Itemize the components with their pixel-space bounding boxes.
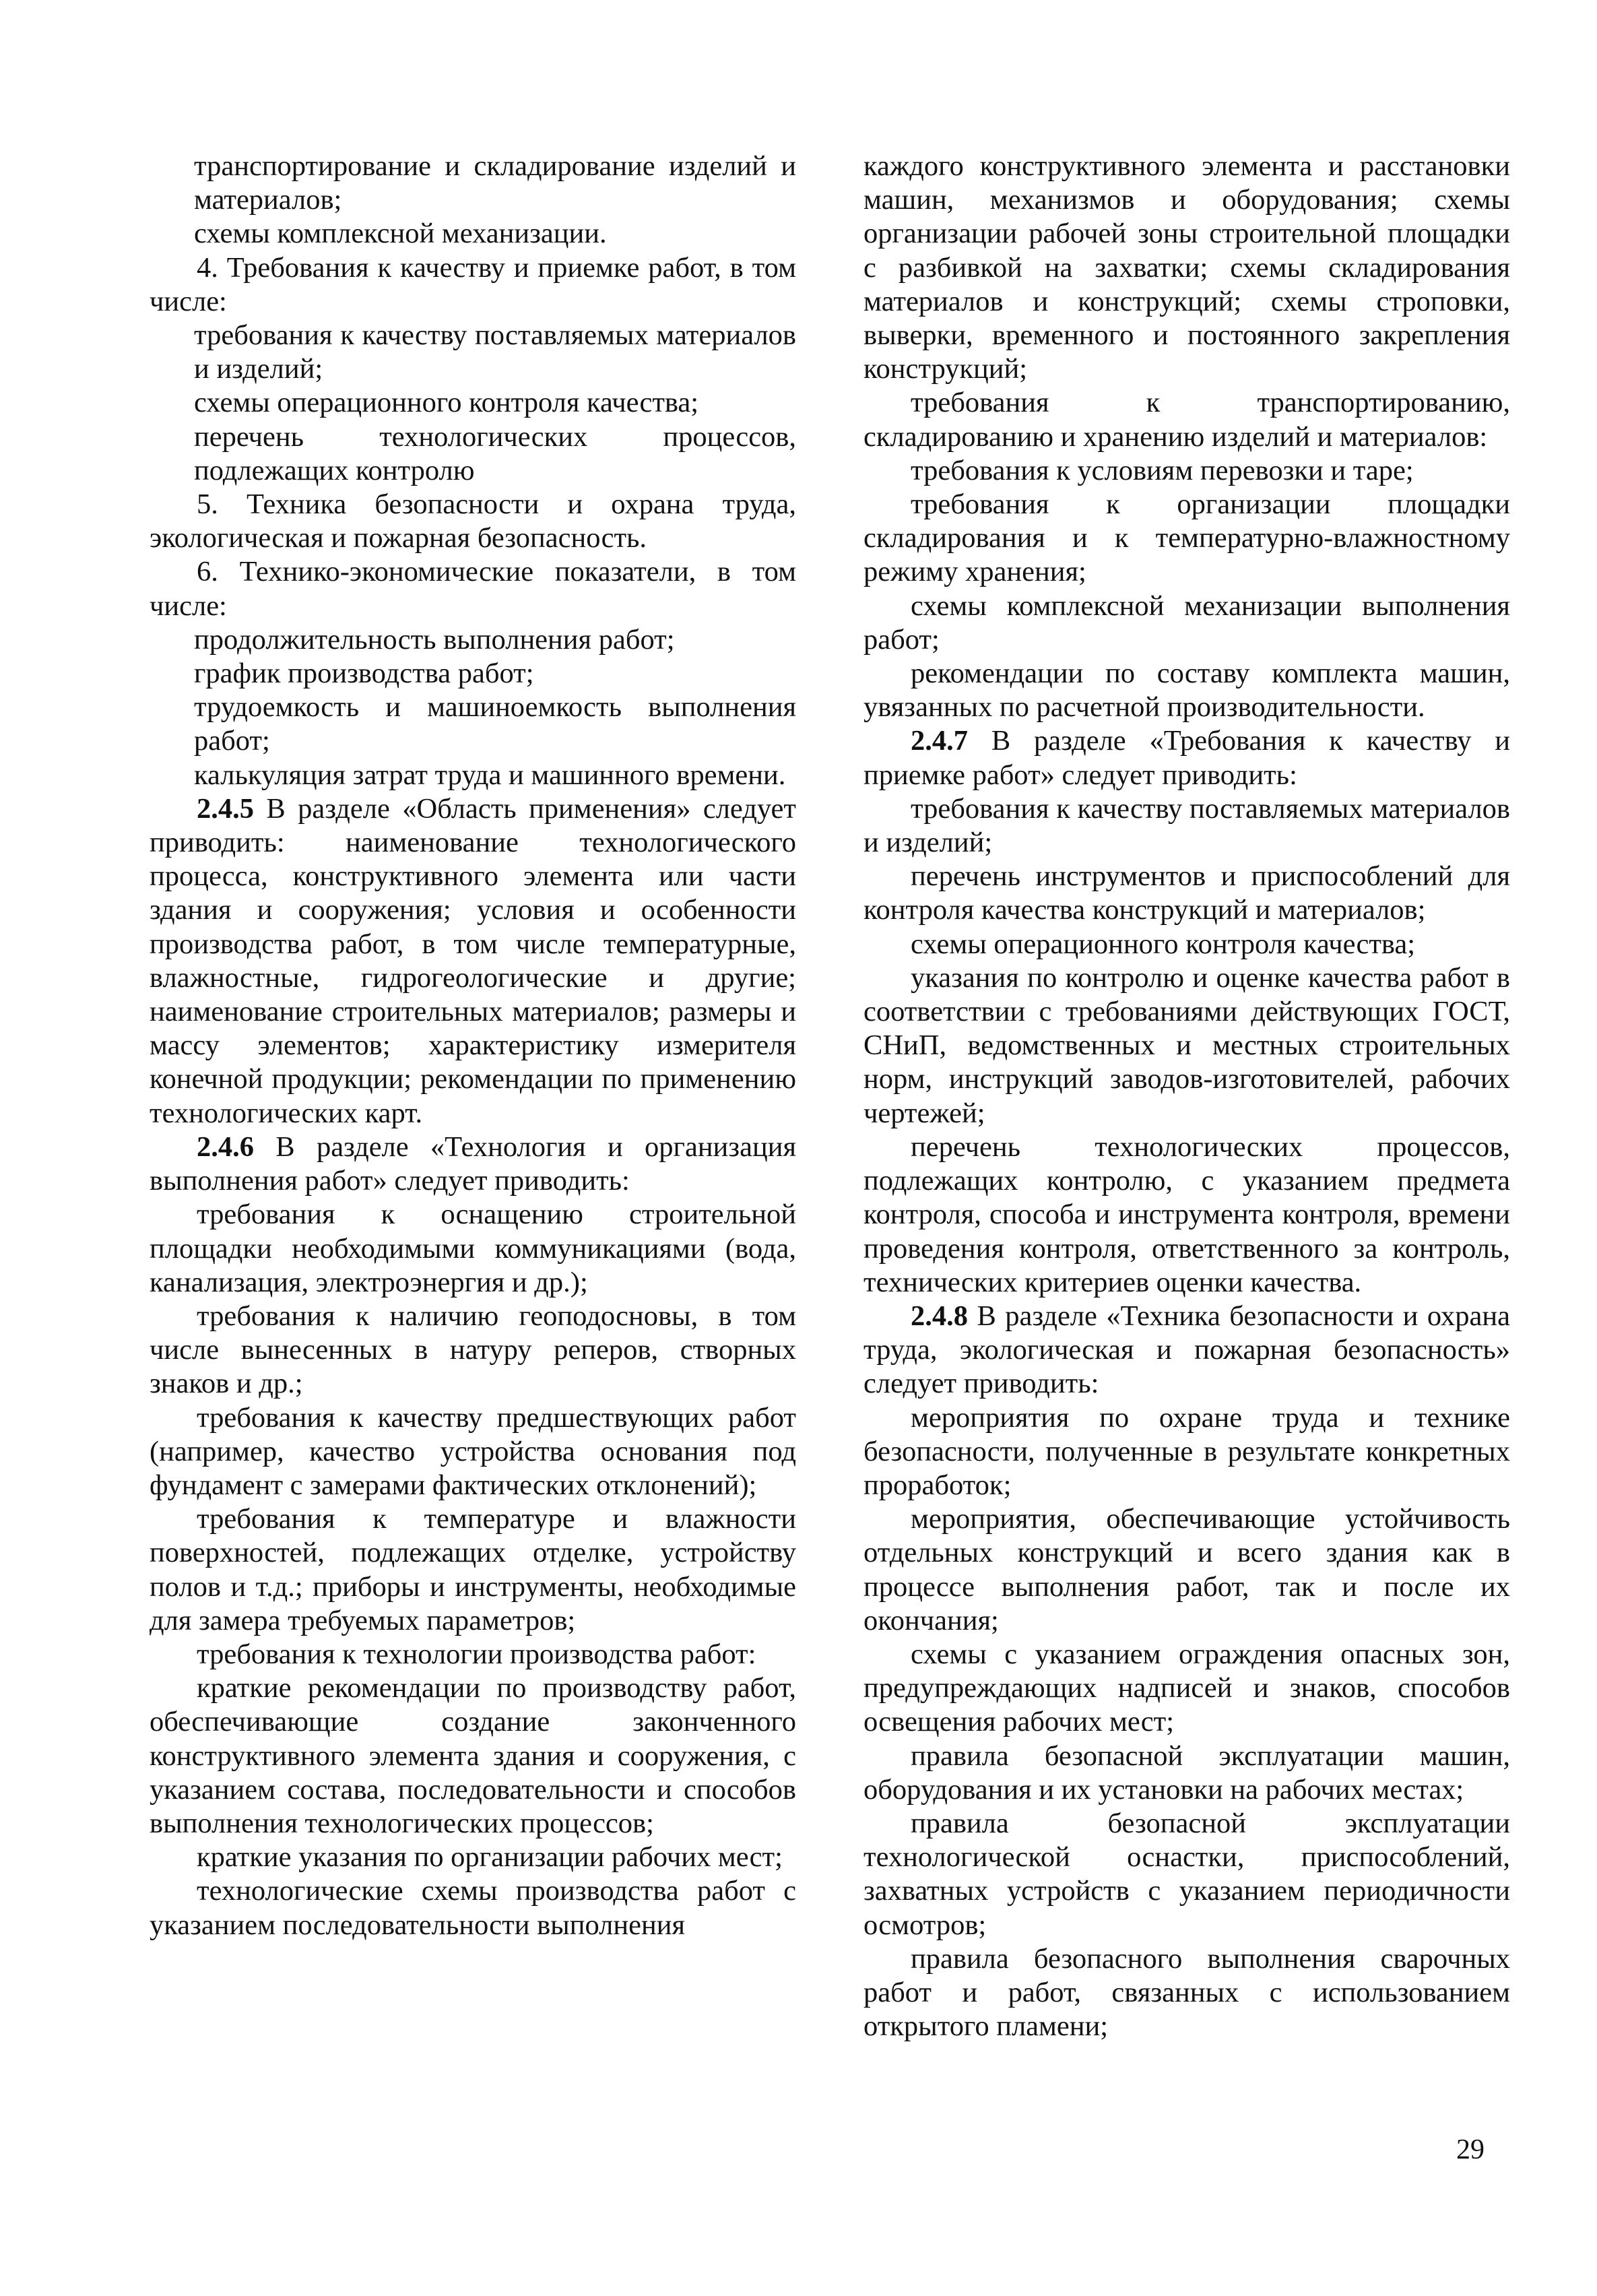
paragraph-text: краткие рекомендации по производству работ, обеспечивающие создание законченного конструктивного элемента здания и сооружения, с указанием состава, последовательности и способов выполнения технологических процессов; [150, 1672, 796, 1839]
paragraph [150, 150, 796, 217]
paragraph-text: перечень технологических процессов, подлежащих контролю, с указанием предмета контроля, способа и инструмента контроля, времени проведения контроля, ответственного за контроль, технических критериев оценки качества. [863, 1130, 1510, 1298]
page-number: 29 [1456, 2134, 1485, 2165]
paragraph-text: мероприятия, обеспечивающие устойчивость отдельных конструкций и всего здания как в процессе выполнения работ, так и после их окончания; [863, 1503, 1510, 1636]
section-number: 2.4.8 [911, 1300, 968, 1332]
paragraph [150, 1638, 796, 1671]
paragraph-text: В разделе «Техника безопасности и охрана труда, экологическая и пожарная безопасность» следует приводить: [863, 1300, 1511, 1400]
paragraph-text: требования к организации площадки складирования и к температурно-влажностному режиму хранения; [863, 488, 1510, 588]
paragraph-text: правила безопасной эксплуатации технологической оснастки, приспособлений, захватных устройств с указанием периодичности осмотров; [863, 1807, 1510, 1941]
paragraph [150, 319, 796, 386]
paragraph [863, 150, 1510, 386]
paragraph-text: требования к наличию геоподосновы, в том числе вынесенных в натуру реперов, створных знаков и др.; [150, 1300, 796, 1400]
paragraph-text: 6. Технико-экономические показатели, в том числе: [150, 556, 796, 622]
paragraph-text: правила безопасной эксплуатации машин, оборудования и их установки на рабочих местах; [863, 1740, 1510, 1806]
paragraph-text: В разделе «Технология и организация выполнения работ» следует приводить: [150, 1130, 796, 1197]
right-text-column [863, 150, 1510, 2043]
paragraph-text: 5. Техника безопасности и охрана труда, экологическая и пожарная безопасность. [150, 488, 796, 554]
paragraph-text: В разделе «Требования к качеству и приемке работ» следует приводить: [863, 725, 1511, 791]
paragraph-text: мероприятия по охране труда и технике безопасности, полученные в результате конкретных проработок; [863, 1401, 1510, 1501]
paragraph-text: схемы комплексной механизации выполнения работ; [863, 589, 1510, 656]
section-number: 2.4.6 [197, 1130, 254, 1163]
paragraph [150, 691, 796, 758]
paragraph [150, 488, 796, 555]
paragraph [863, 1942, 1510, 2044]
paragraph-text: требования к оснащению строительной площадки необходимыми коммуникациями (вода, канализация, электроэнергия и др.); [150, 1199, 796, 1298]
paragraph-text: 4. Требования к качеству и приемке работ, в том числе: [150, 251, 796, 317]
section-number: 2.4.7 [911, 725, 968, 757]
paragraph [150, 251, 796, 319]
paragraph [150, 1198, 796, 1300]
paragraph [150, 1874, 796, 1942]
paragraph [150, 759, 796, 792]
paragraph [150, 1300, 796, 1401]
paragraph-text: схемы комплексной механизации. [194, 218, 607, 250]
paragraph-text: схемы операционного контроля качества; [911, 928, 1416, 960]
paragraph [863, 657, 1510, 724]
paragraph-text: требования к температуре и влажности поверхностей, подлежащих отделке, устройству полов и т.д.; приборы и инструменты, необходимые для замера требуемых параметров; [150, 1503, 796, 1636]
paragraph [863, 454, 1510, 488]
paragraph [863, 1638, 1510, 1740]
paragraph-text: В разделе «Область применения» следует приводить: наименование технологического процесса, конструктивного элемента или части здания и сооружения; условия и особенности производства работ, в том числе температурные, влажностные, гидрогеологические и другие; наименование строительных материалов; размеры и массу элементов; характеристику измерителя конечной продукции; рекомендации по применению технологических карт. [150, 792, 796, 1129]
paragraph [150, 623, 796, 657]
paragraph [863, 1130, 1510, 1300]
paragraph-text: правила безопасного выполнения сварочных работ и работ, связанных с использованием открытого пламени; [863, 1942, 1510, 2043]
paragraph-text: требования к транспортированию, складированию и хранению изделий и материалов: [863, 387, 1510, 453]
paragraph [863, 1401, 1510, 1503]
paragraph [863, 488, 1510, 589]
paragraph [863, 386, 1510, 453]
paragraph [150, 657, 796, 691]
paragraph-text: схемы операционного контроля качества; [194, 387, 699, 419]
paragraph [863, 1502, 1510, 1638]
paragraph [150, 1841, 796, 1874]
paragraph-text: указания по контролю и оценке качества работ в соответствии с требованиями действующих ГОСТ, СНиП, ведомственных и местных строительных норм, инструкций заводов-изготовителей, рабочих чертежей; [863, 961, 1510, 1129]
paragraph-text: краткие указания по организации рабочих мест; [197, 1841, 783, 1874]
paragraph-text: схемы с указанием ограждения опасных зон, предупреждающих надписей и знаков, способов освещения рабочих мест; [863, 1638, 1510, 1738]
left-text-column [150, 150, 796, 1942]
paragraph [150, 1502, 796, 1638]
paragraph [150, 555, 796, 623]
paragraph-text: требования к качеству предшествующих работ (например, качество устройства основания под фундамент с замерами фактических отклонений); [150, 1401, 796, 1501]
paragraph-text: продолжительность выполнения работ; [194, 623, 675, 656]
section-number: 2.4.5 [197, 792, 254, 825]
paragraph-text: перечень технологических процессов, подлежащих контролю [194, 420, 796, 486]
paragraph [863, 1807, 1510, 1942]
paragraph-text: требования к качеству поставляемых материалов и изделий; [863, 792, 1510, 859]
paragraph [863, 792, 1510, 860]
paragraph [150, 1130, 796, 1198]
paragraph-text: требования к технологии производства работ: [197, 1638, 756, 1670]
paragraph [150, 217, 796, 251]
paragraph-text: рекомендации по составу комплекта машин, увязанных по расчетной производительности. [863, 658, 1510, 724]
paragraph [863, 1740, 1510, 1807]
paragraph-text: требования к качеству поставляемых материалов и изделий; [194, 319, 796, 385]
paragraph [863, 961, 1510, 1130]
paragraph-text: технологические схемы производства работ с указанием последовательности выполнения [150, 1875, 796, 1941]
paragraph [150, 420, 796, 488]
paragraph [150, 792, 796, 1130]
paragraph [863, 589, 1510, 657]
paragraph [150, 1671, 796, 1841]
paragraph [863, 1300, 1510, 1401]
paragraph [863, 724, 1510, 792]
paragraph [863, 860, 1510, 927]
paragraph-text: требования к условиям перевозки и таре; [911, 454, 1414, 486]
paragraph-text: калькуляция затрат труда и машинного времени. [194, 759, 786, 791]
paragraph-text: каждого конструктивного элемента и расстановки машин, механизмов и оборудования; схемы организации рабочей зоны строительной площадки с разбивкой на захватки; схемы складирования материалов и конструкций; схемы строповки, выверки, временного и постоянного закрепления конструкций; [863, 150, 1510, 385]
paragraph-text: трудоемкость и машиноемкость выполнения работ; [194, 691, 796, 757]
paragraph [150, 386, 796, 420]
paragraph-text: график производства работ; [194, 658, 534, 690]
paragraph [863, 928, 1510, 961]
paragraph-text: транспортирование и складирование изделий и материалов; [194, 150, 796, 216]
paragraph-text: перечень инструментов и приспособлений для контроля качества конструкций и материалов; [863, 860, 1510, 926]
paragraph [150, 1401, 796, 1503]
